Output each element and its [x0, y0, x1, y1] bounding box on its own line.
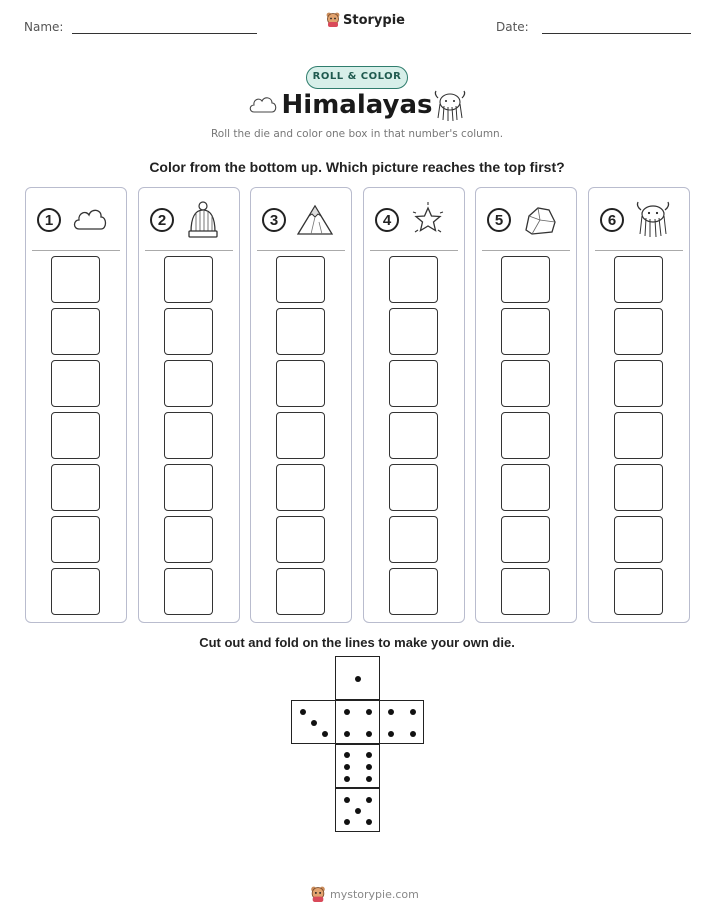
color-box[interactable] — [164, 568, 213, 615]
bear-mascot-icon — [310, 886, 326, 903]
date-line[interactable] — [542, 33, 691, 34]
column-number: 2 — [150, 208, 174, 232]
column-5 — [475, 187, 577, 623]
color-box[interactable] — [276, 464, 325, 511]
color-box[interactable] — [501, 568, 550, 615]
color-box[interactable] — [276, 412, 325, 459]
color-box[interactable] — [276, 360, 325, 407]
color-box[interactable] — [164, 360, 213, 407]
column-1 — [25, 187, 127, 623]
color-box[interactable] — [389, 412, 438, 459]
color-box[interactable] — [389, 568, 438, 615]
color-box[interactable] — [51, 256, 100, 303]
page-title: Himalayas — [281, 90, 433, 120]
knit-hat-icon — [183, 200, 223, 240]
color-box[interactable] — [276, 256, 325, 303]
yak-icon — [633, 200, 673, 240]
color-box[interactable] — [389, 308, 438, 355]
bear-mascot-icon — [326, 12, 340, 28]
color-box[interactable] — [164, 464, 213, 511]
color-box[interactable] — [51, 516, 100, 563]
color-box[interactable] — [501, 308, 550, 355]
color-box[interactable] — [276, 308, 325, 355]
color-box[interactable] — [389, 256, 438, 303]
die-face-1 — [335, 656, 380, 700]
color-box[interactable] — [164, 308, 213, 355]
column-divider — [145, 250, 233, 251]
star-icon — [408, 200, 448, 240]
activity-badge: ROLL & COLOR — [306, 66, 408, 89]
color-box[interactable] — [501, 516, 550, 563]
color-box[interactable] — [614, 256, 663, 303]
color-box[interactable] — [276, 516, 325, 563]
color-box[interactable] — [614, 360, 663, 407]
color-box[interactable] — [501, 360, 550, 407]
name-line[interactable] — [72, 33, 257, 34]
color-box[interactable] — [614, 516, 663, 563]
mountain-icon — [295, 200, 335, 240]
color-box[interactable] — [614, 568, 663, 615]
footer-url[interactable]: mystorypie.com — [330, 888, 419, 901]
color-box[interactable] — [389, 516, 438, 563]
color-box[interactable] — [389, 464, 438, 511]
die-face-6 — [335, 744, 380, 788]
column-number: 6 — [600, 208, 624, 232]
column-3 — [250, 187, 352, 623]
color-box[interactable] — [614, 308, 663, 355]
column-divider — [370, 250, 458, 251]
name-label: Name: — [24, 20, 64, 34]
color-box[interactable] — [51, 360, 100, 407]
rock-icon — [520, 200, 560, 240]
die-face-3 — [291, 700, 336, 744]
column-divider — [595, 250, 683, 251]
column-4 — [363, 187, 465, 623]
color-box[interactable] — [276, 568, 325, 615]
color-box[interactable] — [51, 308, 100, 355]
instruction-heading: Color from the bottom up. Which picture reaches the top first? — [149, 159, 565, 175]
die-face-4 — [335, 700, 380, 744]
footer — [310, 886, 419, 903]
column-2 — [138, 187, 240, 623]
column-number: 3 — [262, 208, 286, 232]
color-box[interactable] — [164, 256, 213, 303]
color-box[interactable] — [501, 412, 550, 459]
color-box[interactable] — [51, 568, 100, 615]
column-6 — [588, 187, 690, 623]
column-divider — [32, 250, 120, 251]
brand-logo — [326, 12, 405, 28]
color-box[interactable] — [389, 360, 438, 407]
color-box[interactable] — [501, 464, 550, 511]
color-box[interactable] — [501, 256, 550, 303]
subtitle: Roll the die and color one box in that number's column. — [210, 128, 504, 140]
column-number: 1 — [37, 208, 61, 232]
brand-name: Storypie — [343, 12, 405, 28]
column-number: 4 — [375, 208, 399, 232]
color-box[interactable] — [164, 412, 213, 459]
yak-icon — [432, 90, 468, 124]
color-box[interactable] — [51, 464, 100, 511]
column-divider — [482, 250, 570, 251]
cloud-icon — [70, 200, 110, 240]
color-box[interactable] — [164, 516, 213, 563]
die-face-4b — [379, 700, 424, 744]
color-box[interactable] — [51, 412, 100, 459]
color-box[interactable] — [614, 464, 663, 511]
color-box[interactable] — [614, 412, 663, 459]
cut-instruction: Cut out and fold on the lines to make your own die. — [199, 635, 515, 650]
column-number: 5 — [487, 208, 511, 232]
column-divider — [257, 250, 345, 251]
die-face-5 — [335, 788, 380, 832]
date-label: Date: — [496, 20, 529, 34]
